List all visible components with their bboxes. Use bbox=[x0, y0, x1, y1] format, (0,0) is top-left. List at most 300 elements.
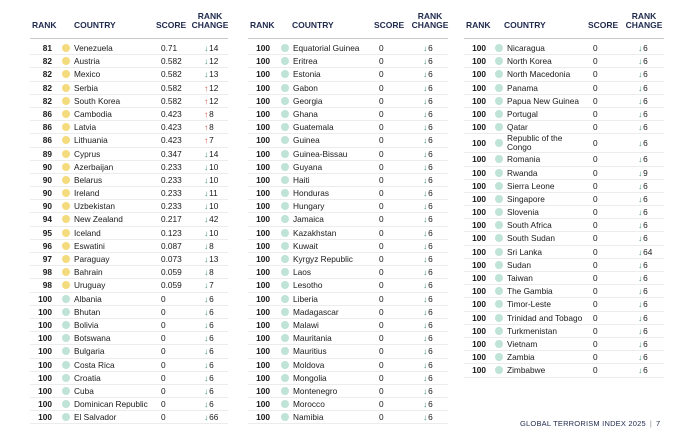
country-cell: Zambia bbox=[507, 352, 535, 363]
category-dot-icon bbox=[62, 97, 70, 105]
rank-change-cell bbox=[638, 298, 648, 310]
rank-change-cell bbox=[204, 42, 218, 54]
footer-title: GLOBAL TERRORISM INDEX 2025 bbox=[520, 419, 646, 428]
rank-change-value: 6 bbox=[428, 214, 433, 225]
rank-cell: 86 bbox=[42, 122, 52, 133]
header-rank: RANK bbox=[32, 20, 57, 30]
score-cell: 0 bbox=[593, 246, 598, 257]
country-cell: Guinea bbox=[293, 135, 320, 146]
country-cell: Jamaica bbox=[293, 214, 324, 225]
rank-change-cell bbox=[638, 364, 648, 376]
arrow-down-icon: ↓ bbox=[638, 193, 643, 204]
arrow-down-icon: ↓ bbox=[423, 280, 428, 291]
table-row bbox=[30, 385, 228, 398]
table-row bbox=[30, 372, 228, 385]
score-cell: 0 bbox=[379, 201, 384, 212]
category-dot-icon bbox=[62, 334, 70, 342]
rank-cell: 100 bbox=[472, 299, 486, 310]
category-dot-icon bbox=[495, 340, 503, 348]
rank-cell: 100 bbox=[38, 346, 52, 357]
country-cell: Equatorial Guinea bbox=[293, 43, 360, 53]
rank-cell: 100 bbox=[256, 174, 270, 185]
country-cell bbox=[507, 134, 562, 151]
category-dot-icon bbox=[495, 182, 503, 190]
table-row bbox=[248, 148, 448, 161]
rank-change-value: 13 bbox=[209, 254, 219, 264]
arrow-down-icon: ↓ bbox=[423, 359, 428, 370]
rank-cell: 100 bbox=[472, 95, 486, 106]
rank-change-value: 6 bbox=[209, 346, 214, 357]
arrow-down-icon: ↓ bbox=[638, 56, 643, 67]
arrow-down-icon: ↓ bbox=[204, 385, 209, 396]
rank-change-value: 6 bbox=[428, 412, 433, 423]
rank-change-value: 6 bbox=[428, 56, 433, 67]
rank-change-value: 6 bbox=[428, 254, 433, 264]
rank-change-value: 8 bbox=[209, 108, 214, 119]
country-cell: Sri Lanka bbox=[507, 246, 543, 257]
rank-cell: 82 bbox=[42, 69, 52, 80]
country-cell: Bolivia bbox=[74, 319, 99, 330]
country-cell: Belarus bbox=[74, 174, 103, 185]
rank-change-value: 6 bbox=[209, 385, 214, 396]
rank-change-cell bbox=[204, 293, 214, 305]
score-cell: 0 bbox=[379, 385, 384, 396]
category-dot-icon bbox=[281, 347, 289, 355]
rank-change-value: 6 bbox=[428, 43, 433, 53]
rank-cell: 100 bbox=[472, 365, 486, 376]
rank-cell: 100 bbox=[256, 385, 270, 396]
rank-cell: 100 bbox=[472, 338, 486, 349]
rank-change-cell bbox=[423, 372, 433, 384]
arrow-down-icon: ↓ bbox=[638, 122, 643, 133]
rank-cell: 100 bbox=[256, 333, 270, 344]
arrow-down-icon: ↓ bbox=[204, 240, 209, 251]
category-dot-icon bbox=[281, 334, 289, 342]
category-dot-icon bbox=[495, 300, 503, 308]
category-dot-icon bbox=[62, 268, 70, 276]
score-cell: 0.582 bbox=[161, 82, 182, 93]
table-row bbox=[30, 345, 228, 358]
rank-change-cell bbox=[204, 411, 218, 423]
rank-cell: 82 bbox=[42, 82, 52, 93]
category-dot-icon bbox=[62, 57, 70, 65]
country-cell: The Gambia bbox=[507, 286, 553, 297]
arrow-down-icon: ↓ bbox=[423, 399, 428, 410]
header-country: COUNTRY bbox=[74, 20, 116, 30]
table-row bbox=[248, 279, 448, 292]
rank-change-cell bbox=[638, 272, 648, 284]
rank-change-cell bbox=[423, 253, 433, 265]
category-dot-icon bbox=[495, 70, 503, 78]
country-cell: Latvia bbox=[74, 122, 97, 133]
category-dot-icon bbox=[281, 123, 289, 131]
category-dot-icon bbox=[62, 136, 70, 144]
category-dot-icon bbox=[495, 208, 503, 216]
arrow-up-icon: ↑ bbox=[204, 95, 209, 106]
table-column-1 bbox=[30, 12, 228, 424]
table-column-3 bbox=[464, 12, 664, 378]
rank-cell: 90 bbox=[42, 188, 52, 199]
category-dot-icon bbox=[281, 281, 289, 289]
rank-cell: 90 bbox=[42, 174, 52, 185]
score-cell: 0 bbox=[593, 56, 598, 67]
rank-cell: 100 bbox=[472, 312, 486, 323]
arrow-down-icon: ↓ bbox=[638, 69, 643, 80]
rank-cell: 100 bbox=[256, 161, 270, 172]
country-cell: South Korea bbox=[74, 95, 121, 106]
arrow-down-icon: ↓ bbox=[638, 138, 643, 149]
score-cell: 0.123 bbox=[161, 227, 182, 238]
rank-change-cell bbox=[638, 121, 648, 133]
country-cell: Lithuania bbox=[74, 135, 108, 146]
rank-change-cell bbox=[204, 213, 218, 225]
arrow-down-icon: ↓ bbox=[423, 412, 428, 423]
footer-separator: | bbox=[649, 419, 653, 428]
country-cell: Eswatini bbox=[74, 240, 105, 251]
table-row bbox=[464, 55, 664, 68]
rank-change-value: 6 bbox=[209, 399, 214, 410]
rank-change-value: 6 bbox=[428, 240, 433, 251]
rank-change-cell bbox=[204, 68, 218, 80]
score-cell: 0 bbox=[379, 82, 384, 93]
table-row bbox=[248, 266, 448, 279]
score-cell: 0 bbox=[379, 280, 384, 291]
arrow-down-icon: ↓ bbox=[638, 365, 643, 376]
score-cell: 0.582 bbox=[161, 56, 182, 67]
country-cell: Kazakhstan bbox=[293, 227, 337, 238]
rank-change-value: 10 bbox=[209, 227, 219, 238]
page-footer bbox=[520, 419, 660, 428]
score-cell: 0 bbox=[593, 338, 598, 349]
category-dot-icon bbox=[495, 353, 503, 361]
table-header bbox=[464, 12, 664, 34]
arrow-down-icon: ↓ bbox=[423, 293, 428, 304]
score-cell: 0.233 bbox=[161, 174, 182, 185]
rank-cell: 100 bbox=[472, 273, 486, 283]
country-cell: Mauritius bbox=[293, 346, 327, 357]
table-row bbox=[248, 200, 448, 213]
rank-change-value: 9 bbox=[643, 167, 648, 178]
arrow-down-icon: ↓ bbox=[204, 333, 209, 344]
rank-change-value: 6 bbox=[428, 82, 433, 93]
category-dot-icon bbox=[495, 314, 503, 322]
table-row bbox=[248, 345, 448, 358]
arrow-down-icon: ↓ bbox=[423, 372, 428, 383]
table-row bbox=[30, 398, 228, 411]
rank-change-cell bbox=[638, 153, 648, 165]
rank-change-value: 6 bbox=[643, 259, 648, 270]
rank-cell: 100 bbox=[472, 69, 486, 80]
table-row bbox=[248, 82, 448, 95]
score-cell: 0.073 bbox=[161, 254, 182, 264]
arrow-down-icon: ↓ bbox=[423, 188, 428, 199]
table-row bbox=[248, 319, 448, 332]
table-row bbox=[464, 219, 664, 232]
table-header bbox=[30, 12, 228, 34]
rank-cell: 100 bbox=[38, 319, 52, 330]
table-row bbox=[464, 272, 664, 285]
rank-change-value: 6 bbox=[643, 220, 648, 231]
score-cell: 0.233 bbox=[161, 161, 182, 172]
arrow-down-icon: ↓ bbox=[638, 259, 643, 270]
country-cell: Uzbekistan bbox=[74, 201, 116, 212]
table-row bbox=[30, 200, 228, 213]
country-cell: Singapore bbox=[507, 193, 545, 204]
arrow-up-icon: ↑ bbox=[204, 82, 209, 93]
country-cell: Iceland bbox=[74, 227, 101, 238]
arrow-down-icon: ↓ bbox=[204, 319, 209, 330]
table-row bbox=[248, 306, 448, 319]
rank-change-value: 6 bbox=[428, 95, 433, 106]
table-row bbox=[30, 108, 228, 121]
rank-change-value: 11 bbox=[209, 188, 218, 199]
table-row bbox=[464, 95, 664, 108]
category-dot-icon bbox=[495, 274, 503, 282]
rank-change-value: 12 bbox=[209, 82, 219, 93]
score-cell: 0 bbox=[593, 259, 598, 270]
rank-change-cell bbox=[204, 332, 214, 344]
rank-change-cell bbox=[423, 398, 433, 410]
table-row bbox=[30, 213, 228, 226]
table-rows bbox=[30, 38, 228, 424]
table-row bbox=[30, 359, 228, 372]
category-dot-icon bbox=[62, 413, 70, 421]
rank-change-cell bbox=[638, 139, 648, 148]
rank-change-value: 6 bbox=[428, 267, 433, 278]
country-cell: Montenegro bbox=[293, 385, 338, 396]
arrow-down-icon: ↓ bbox=[423, 346, 428, 357]
table-row bbox=[30, 319, 228, 332]
table-row bbox=[248, 187, 448, 200]
rank-change-value: 6 bbox=[643, 207, 648, 218]
rank-change-cell bbox=[204, 253, 218, 265]
rank-change-value: 6 bbox=[428, 359, 433, 370]
rank-change-value: 6 bbox=[209, 372, 214, 383]
country-cell: Georgia bbox=[293, 95, 323, 106]
table-row bbox=[248, 253, 448, 266]
arrow-up-icon: ↑ bbox=[204, 135, 209, 146]
rank-change-cell bbox=[204, 161, 218, 173]
category-dot-icon bbox=[62, 84, 70, 92]
table-row bbox=[464, 167, 664, 180]
rank-change-value: 6 bbox=[428, 372, 433, 383]
rank-cell: 100 bbox=[472, 180, 486, 191]
table-row bbox=[464, 312, 664, 325]
category-dot-icon bbox=[495, 97, 503, 105]
rank-change-cell bbox=[638, 180, 648, 192]
rank-cell: 100 bbox=[256, 399, 270, 410]
arrow-down-icon: ↓ bbox=[638, 273, 643, 283]
rank-change-value: 6 bbox=[643, 108, 648, 119]
table-row bbox=[248, 398, 448, 411]
rank-change-value: 8 bbox=[209, 267, 214, 278]
country-cell: Mongolia bbox=[293, 372, 327, 383]
score-cell: 0.059 bbox=[161, 280, 182, 291]
country-cell: Moldova bbox=[293, 359, 325, 370]
header-score: SCORE bbox=[588, 20, 619, 30]
arrow-down-icon: ↓ bbox=[423, 240, 428, 251]
country-cell: Rwanda bbox=[507, 167, 538, 178]
score-cell: 0 bbox=[161, 306, 166, 317]
category-dot-icon bbox=[495, 84, 503, 92]
rank-cell: 100 bbox=[472, 154, 486, 165]
table-row bbox=[30, 55, 228, 68]
arrow-down-icon: ↓ bbox=[638, 286, 643, 297]
score-cell: 0 bbox=[161, 399, 166, 410]
rank-cell: 100 bbox=[38, 333, 52, 344]
rank-change-value: 6 bbox=[428, 293, 433, 304]
category-dot-icon bbox=[281, 215, 289, 223]
rank-change-cell bbox=[423, 332, 433, 344]
arrow-down-icon: ↓ bbox=[423, 333, 428, 344]
category-dot-icon bbox=[281, 97, 289, 105]
rank-change-cell bbox=[204, 55, 218, 67]
arrow-down-icon: ↓ bbox=[204, 227, 209, 238]
rank-change-cell bbox=[638, 338, 648, 350]
rank-change-value: 10 bbox=[209, 161, 219, 172]
country-cell: Zimbabwe bbox=[507, 365, 546, 376]
score-cell: 0 bbox=[161, 385, 166, 396]
rank-change-cell bbox=[423, 411, 433, 423]
header-rank: RANK bbox=[466, 20, 491, 30]
rank-change-value: 6 bbox=[428, 319, 433, 330]
rank-change-cell bbox=[423, 134, 433, 146]
arrow-down-icon: ↓ bbox=[423, 69, 428, 80]
category-dot-icon bbox=[281, 57, 289, 65]
table-row bbox=[464, 325, 664, 338]
rank-change-cell bbox=[638, 325, 648, 337]
arrow-down-icon: ↓ bbox=[204, 201, 209, 212]
rank-cell: 100 bbox=[256, 412, 270, 423]
rank-change-cell bbox=[423, 279, 433, 291]
rank-change-value: 6 bbox=[643, 233, 648, 244]
country-cell: Liberia bbox=[293, 293, 318, 304]
score-cell: 0 bbox=[379, 346, 384, 357]
rank-change-cell bbox=[423, 293, 433, 305]
rank-change-value: 6 bbox=[428, 135, 433, 146]
score-cell: 0 bbox=[593, 180, 598, 191]
score-cell: 0 bbox=[593, 108, 598, 119]
arrow-down-icon: ↓ bbox=[204, 69, 209, 80]
category-dot-icon bbox=[281, 84, 289, 92]
rank-change-value: 6 bbox=[643, 286, 648, 297]
table-row bbox=[30, 95, 228, 108]
rank-change-cell bbox=[423, 359, 433, 371]
category-dot-icon bbox=[62, 308, 70, 316]
score-cell: 0 bbox=[379, 267, 384, 278]
category-dot-icon bbox=[495, 195, 503, 203]
category-dot-icon bbox=[281, 229, 289, 237]
country-cell: Costa Rica bbox=[74, 359, 115, 370]
country-cell: Cuba bbox=[74, 385, 94, 396]
country-cell: Eritrea bbox=[293, 56, 318, 67]
score-cell: 0 bbox=[161, 359, 166, 370]
table-row bbox=[464, 298, 664, 311]
category-dot-icon bbox=[281, 413, 289, 421]
score-cell: 0 bbox=[379, 69, 384, 80]
category-dot-icon bbox=[281, 242, 289, 250]
rank-cell: 100 bbox=[256, 372, 270, 383]
rank-change-value: 64 bbox=[643, 246, 653, 257]
country-cell: Bahrain bbox=[74, 267, 103, 278]
score-cell: 0 bbox=[161, 333, 166, 344]
arrow-down-icon: ↓ bbox=[638, 352, 643, 363]
category-dot-icon bbox=[62, 163, 70, 171]
table-row bbox=[464, 232, 664, 245]
table-row bbox=[464, 193, 664, 206]
score-cell: 0 bbox=[593, 365, 598, 376]
arrow-down-icon: ↓ bbox=[638, 325, 643, 336]
country-cell: New Zealand bbox=[74, 214, 123, 225]
rank-cell: 100 bbox=[256, 346, 270, 357]
arrow-down-icon: ↓ bbox=[638, 338, 643, 349]
category-dot-icon bbox=[62, 123, 70, 131]
score-cell: 0 bbox=[593, 193, 598, 204]
category-dot-icon bbox=[281, 361, 289, 369]
table-row bbox=[30, 174, 228, 187]
page-number: 7 bbox=[656, 419, 661, 428]
header-rank-change bbox=[190, 12, 230, 30]
country-cell: Mauritania bbox=[293, 333, 332, 344]
rank-change-cell bbox=[423, 174, 433, 186]
header-score: SCORE bbox=[374, 20, 405, 30]
country-cell: Madagascar bbox=[293, 306, 339, 317]
country-cell: South Sudan bbox=[507, 233, 555, 244]
score-cell: 0.582 bbox=[161, 69, 182, 80]
category-dot-icon bbox=[62, 321, 70, 329]
rank-change-cell bbox=[204, 306, 214, 318]
rank-change-value: 6 bbox=[643, 122, 648, 133]
rank-cell: 100 bbox=[472, 220, 486, 231]
score-cell: 0 bbox=[379, 161, 384, 172]
rank-change-value: 6 bbox=[428, 174, 433, 185]
rank-change-value: 6 bbox=[428, 333, 433, 344]
country-cell: Austria bbox=[74, 56, 100, 67]
rank-change-cell bbox=[423, 95, 433, 107]
arrow-down-icon: ↓ bbox=[638, 43, 643, 53]
category-dot-icon bbox=[495, 221, 503, 229]
rank-change-cell bbox=[204, 200, 218, 212]
table-row bbox=[248, 213, 448, 226]
rank-cell: 98 bbox=[42, 280, 52, 291]
rank-change-cell bbox=[638, 167, 648, 179]
score-cell: 0 bbox=[593, 220, 598, 231]
table-row bbox=[248, 240, 448, 253]
country-cell: Panama bbox=[507, 82, 538, 93]
rank-cell: 100 bbox=[256, 293, 270, 304]
score-cell: 0.059 bbox=[161, 267, 182, 278]
rank-cell: 100 bbox=[256, 306, 270, 317]
score-cell: 0.217 bbox=[161, 214, 182, 225]
rank-change-value: 6 bbox=[643, 138, 648, 149]
table-row bbox=[248, 411, 448, 424]
rank-cell: 100 bbox=[38, 372, 52, 383]
category-dot-icon bbox=[495, 287, 503, 295]
rank-change-cell bbox=[204, 372, 214, 384]
score-cell: 0 bbox=[379, 254, 384, 264]
rank-cell: 97 bbox=[42, 254, 52, 264]
rank-cell: 100 bbox=[256, 267, 270, 278]
rank-change-cell bbox=[423, 385, 433, 397]
arrow-down-icon: ↓ bbox=[204, 161, 209, 172]
category-dot-icon bbox=[62, 281, 70, 289]
category-dot-icon bbox=[495, 139, 503, 147]
rank-cell: 100 bbox=[472, 352, 486, 363]
rank-cell: 89 bbox=[42, 148, 52, 159]
score-cell: 0.582 bbox=[161, 95, 182, 106]
category-dot-icon bbox=[281, 150, 289, 158]
category-dot-icon bbox=[62, 176, 70, 184]
